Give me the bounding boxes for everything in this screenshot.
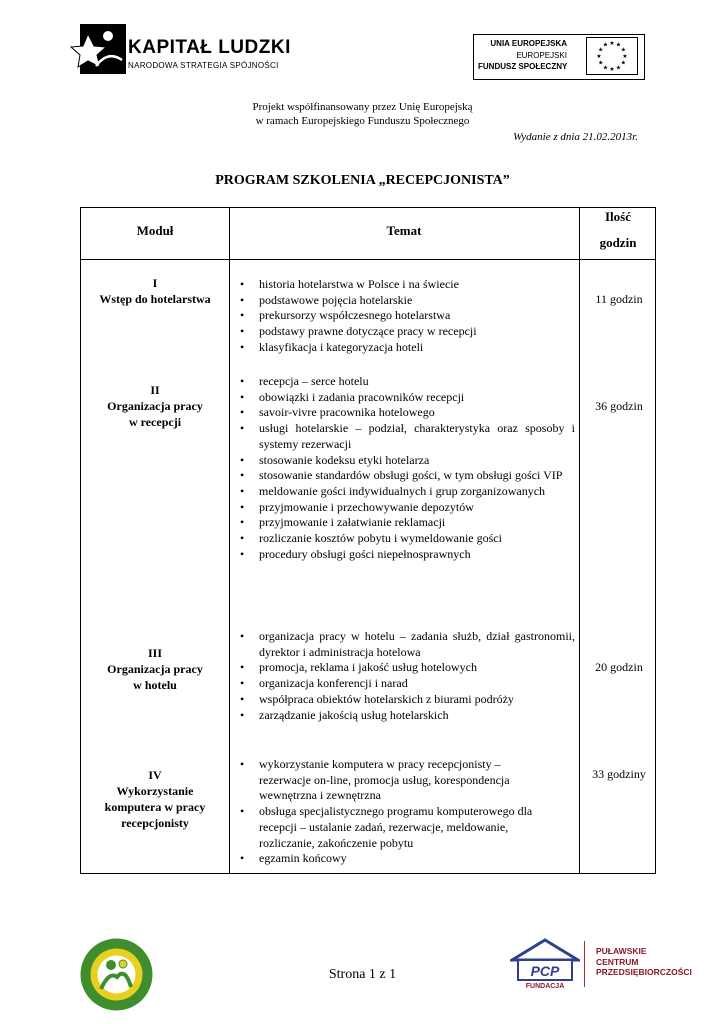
svg-text:★: ★	[620, 46, 626, 54]
project-note-line-2: w ramach Europejskiego Funduszu Społecznego	[255, 115, 470, 127]
column-divider	[579, 208, 580, 873]
svg-text:★: ★	[609, 66, 615, 73]
svg-text:★: ★	[620, 59, 626, 67]
topic-item: • zarządzanie jakością usług hotelarskich	[233, 708, 575, 724]
column-header-topic: Temat	[386, 223, 422, 238]
topic-item: • promocja, reklama i jakość usług hotelowych	[233, 660, 575, 676]
topic-item: • egzamin końcowy	[233, 851, 553, 867]
topic-item: • podstawy prawne dotyczące pracy w recepcji	[233, 324, 575, 340]
svg-text:★: ★	[609, 40, 615, 47]
kapital-ludzki-logo-icon	[68, 20, 128, 78]
pcp-foundation-logo-icon	[510, 938, 580, 990]
svg-text:★: ★	[615, 64, 622, 72]
pcp-name-line: PUŁAWSKIE	[596, 946, 647, 956]
topic-item: • organizacja konferencji i narad	[233, 676, 575, 692]
kapital-ludzki-title: KAPITAŁ LUDZKI	[128, 37, 291, 58]
pcp-foundation-label: FUNDACJA	[525, 983, 565, 990]
document-title: PROGRAM SZKOLENIA „RECEPCJONISTA”	[215, 173, 510, 188]
eu-line-1: UNIA EUROPEJSKA	[490, 39, 567, 48]
training-program-table	[80, 207, 656, 874]
topic-item: • stosowanie standardów obsługi gości, w tym obsługi gości VIP	[233, 468, 575, 484]
topic-item: • recepcja – serce hotelu	[233, 374, 575, 390]
topic-item: • stosowanie kodeksu etyki hotelarza	[233, 453, 575, 469]
page-number: Strona 1 z 1	[328, 967, 397, 982]
topic-item: • współpraca obiektów hotelarskich z biurami podróży	[233, 692, 575, 708]
kapital-ludzki-subtitle: NARODOWA STRATEGIA SPÓJNOŚCI	[128, 61, 279, 70]
module-3-hours: 20 godzin	[595, 660, 643, 674]
topic-item: • procedury obsługi gości niepełnosprawnych	[233, 547, 575, 563]
column-divider	[229, 208, 230, 873]
svg-text:★: ★	[596, 53, 602, 60]
svg-text:★: ★	[622, 53, 628, 60]
module-name-line: komputera w pracy	[104, 800, 206, 814]
topic-item: • historia hotelarstwa w Polsce i na świecie	[233, 277, 575, 293]
module-1-topics	[233, 277, 575, 356]
topic-item: • organizacja pracy w hotelu – zadania służb, dział gastronomii, dyrektor i administracja hotelowa	[233, 629, 575, 660]
eu-stars-flag-icon	[586, 37, 638, 75]
module-name-line: w hotelu	[133, 678, 177, 692]
module-number: IV	[148, 768, 162, 782]
project-note-line-1: Projekt współfinansowany przez Unię Europejską	[252, 101, 473, 113]
topic-item: • savoir-vivre pracownika hotelowego	[233, 405, 575, 421]
svg-text:★: ★	[602, 41, 609, 49]
footer-separator	[584, 941, 585, 987]
module-1	[81, 275, 229, 307]
svg-text:★: ★	[615, 41, 622, 49]
svg-text:★: ★	[602, 64, 609, 72]
header-divider	[81, 259, 655, 260]
module-3	[81, 645, 229, 693]
topic-item: • obsługa specjalistycznego programu komputerowego dla recepcji – ustalanie zadań, rezerwacje, meldowanie, rozliczanie, zakończenie pobytu	[233, 804, 553, 851]
topic-item: • przyjmowanie i przechowywanie depozytów	[233, 500, 575, 516]
module-4-hours: 33 godziny	[592, 767, 646, 781]
module-name-line: Organizacja pracy	[107, 399, 203, 413]
topic-item: • przyjmowanie i załatwianie reklamacji	[233, 515, 575, 531]
topic-item: • meldowanie gości indywidualnych i grup zorganizowanych	[233, 484, 575, 500]
svg-text:★: ★	[598, 46, 604, 54]
module-1-hours: 11 godzin	[595, 292, 643, 306]
module-name-line: recepcjonisty	[121, 816, 189, 830]
column-header-hours-line-2: godzin	[599, 235, 637, 250]
module-3-topics	[233, 629, 575, 723]
topic-item: • wykorzystanie komputera w pracy recepcjonisty – rezerwacje on-line, promocja usług, korespondencja wewnętrzna i zewnętrzna	[233, 757, 553, 804]
module-number: II	[150, 383, 160, 397]
eu-line-2: EUROPEJSKI	[516, 51, 567, 60]
module-name-line: Organizacja pracy	[107, 662, 203, 676]
module-number: I	[152, 276, 158, 290]
module-4	[81, 767, 229, 831]
topic-item: • obowiązki i zadania pracowników recepcji	[233, 390, 575, 406]
module-name-line: Wstęp do hotelarstwa	[99, 292, 211, 306]
module-2	[81, 382, 229, 430]
module-number: III	[147, 646, 162, 660]
column-header-hours-line-1: Ilość	[605, 209, 631, 224]
topic-item: • usługi hotelarskie – podział, charakterystyka oraz sposoby i systemy rezerwacji	[233, 421, 575, 452]
column-header-module: Moduł	[136, 223, 174, 238]
topic-item: • klasyfikacja i kategoryzacja hoteli	[233, 340, 575, 356]
issue-date: Wydanie z dnia 21.02.2013r.	[513, 131, 638, 143]
pcp-badge-text: PCP	[530, 963, 560, 979]
svg-text:★: ★	[598, 59, 604, 67]
pcp-name	[596, 946, 692, 978]
module-2-hours: 36 godzin	[595, 399, 643, 413]
module-name-line: w recepcji	[128, 415, 182, 429]
module-4-topics	[233, 757, 553, 867]
pcp-name-line: CENTRUM	[596, 956, 639, 967]
pcp-name-line: PRZEDSIĘBIORCZOŚCI	[596, 967, 692, 977]
topic-item: • prekursorzy współczesnego hotelarstwa	[233, 308, 575, 324]
topic-item: • rozliczanie kosztów pobytu i wymeldowanie gości	[233, 531, 575, 547]
topic-item: • podstawowe pojęcia hotelarskie	[233, 293, 575, 309]
module-2-topics	[233, 374, 575, 562]
module-name-line: Wykorzystanie	[116, 784, 194, 798]
eu-line-3: FUNDUSZ SPOŁECZNY	[478, 62, 568, 71]
